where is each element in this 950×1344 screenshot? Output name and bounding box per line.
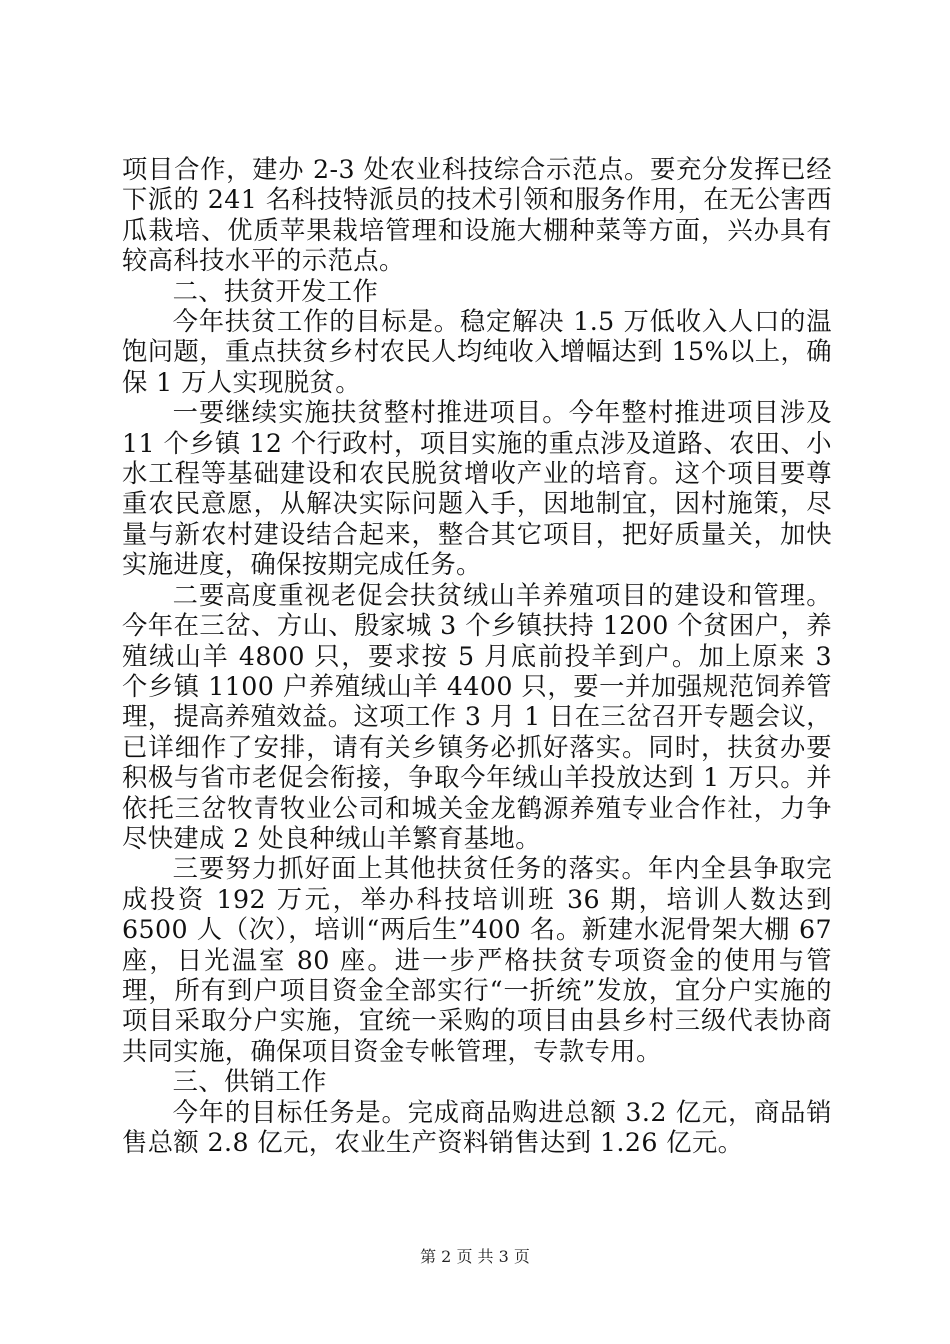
page-number-footer: 第 2 页 共 3 页	[420, 1247, 530, 1266]
document-body	[122, 155, 832, 1158]
paragraph-5: 二要高度重视老促会扶贫绒山羊养殖项目的建设和管理。今年在三岔、方山、殷家城 3 个乡镇扶持 1200 个贫困户，养殖绒山羊 4800 只，要求按 5 月底前投羊到户。加上原来 3 个乡镇 1100 户养殖绒山羊 4400 只，要一并加强规范饲养管理，提高养殖效益。这项工作 3 月 1 日在三岔召开专题会议，已详细作了安排，请有关乡镇务必抓好落实。同时，扶贫办要积极与省市老促会衔接，争取今年绒山羊投放达到 1 万只。并依托三岔牧青牧业公司和城关金龙鹤源养殖专业合作社，力争尽快建成 2 处良种绒山羊繁育基地。	[122, 580, 832, 853]
paragraph-8: 今年的目标任务是。完成商品购进总额 3.2 亿元，商品销售总额 2.8 亿元，农业生产资料销售达到 1.26 亿元。	[122, 1097, 832, 1157]
section-heading-supply-marketing: 三、供销工作	[172, 1067, 327, 1097]
paragraph-6: 三要努力抓好面上其他扶贫任务的落实。年内全县争取完成投资 192 万元，举办科技培训班 36 期，培训人数达到 6500 人（次），培训“两后生”400 名。新建水泥骨架大棚 67 座，日光温室 80 座。进一步严格扶贫专项资金的使用与管理，所有到户项目资金全部实行“一折统”发放，宜分户实施的项目采取分户实施，宜统一采购的项目由县乡村三级代表协商共同实施，确保项目资金专帐管理，专款专用。	[122, 854, 832, 1066]
paragraph-4: 一要继续实施扶贫整村推进项目。今年整村推进项目涉及 11 个乡镇 12 个行政村，项目实施的重点涉及道路、农田、小水工程等基础建设和农民脱贫增收产业的培育。这个项目要尊重农民意愿，从解决实际问题入手，因地制宜，因村施策，尽量与新农村建设结合起来，整合其它项目，把好质量关，加快实施进度，确保按期完成任务。	[122, 398, 832, 580]
paragraph-1: 项目合作，建办 2-3 处农业科技综合示范点。要充分发挥已经下派的 241 名科技特派员的技术引领和服务作用，在无公害西瓜栽培、优质苹果栽培管理和设施大棚种菜等方面，兴办具有较高科技水平的示范点。	[122, 155, 832, 276]
section-heading-poverty-alleviation: 二、扶贫开发工作	[172, 276, 379, 306]
paragraph-3: 今年扶贫工作的目标是。稳定解决 1.5 万低收入人口的温饱问题，重点扶贫乡村农民人均纯收入增幅达到 15%以上，确保 1 万人实现脱贫。	[122, 307, 832, 397]
